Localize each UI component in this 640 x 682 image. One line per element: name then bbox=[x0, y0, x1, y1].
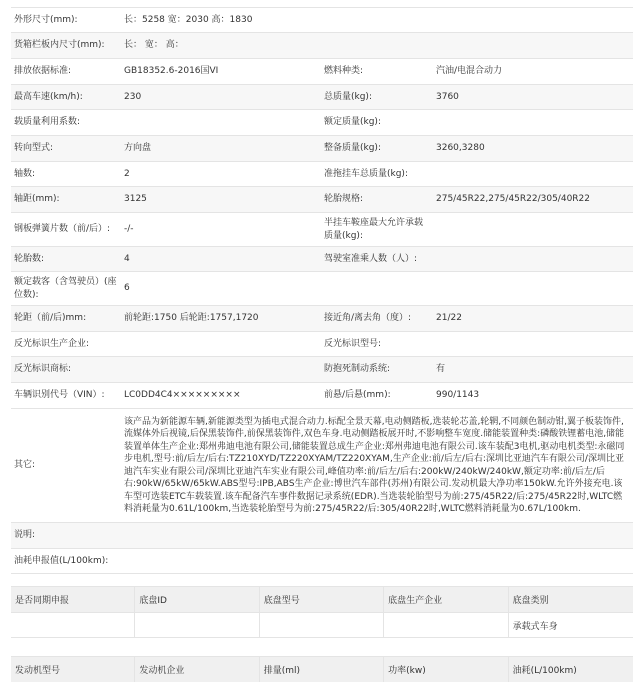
spec-label: 准拖挂车总质量(kg): bbox=[324, 168, 408, 179]
spec-label: 最高车速(km/h): bbox=[14, 91, 83, 102]
spec-row bbox=[11, 213, 633, 247]
engine-header-cell: 功率(kw) bbox=[384, 657, 508, 682]
spec-value: 有 bbox=[436, 364, 446, 374]
note-row bbox=[11, 523, 633, 549]
spec-row bbox=[11, 85, 633, 110]
spec-label: 反光标识商标: bbox=[14, 364, 72, 374]
spec-value bbox=[433, 332, 633, 356]
spec-label: 车辆识别代号（VIN）: bbox=[14, 390, 105, 400]
other-label: 其它: bbox=[14, 460, 36, 470]
spec-label: 接近角/离去角（度）: bbox=[324, 313, 412, 323]
spec-value: 前轮距:1750 后轮距:1757,1720 bbox=[124, 313, 259, 323]
chassis-header-cell: 底盘类别 bbox=[512, 596, 549, 606]
spec-row bbox=[11, 306, 633, 332]
spec-label: 外形尺寸(mm): bbox=[14, 14, 78, 25]
fuel-report-row bbox=[11, 549, 633, 574]
spec-label: 反光标识生产企业: bbox=[14, 338, 90, 349]
chassis-header-cell: 底盘生产企业 bbox=[384, 587, 508, 612]
spec-row bbox=[11, 357, 633, 383]
spec-row bbox=[11, 272, 633, 306]
other-text: 该产品为新能源车辆,新能源类型为插电式混合动力.标配全景天幕,电动侧踏板,选装轮芯盖,轮辋,不同颜色制动钳,翼子板装饰件,流媒体外后视镜,后保黑装饰件,前保黑装饰件,双色车身.电动侧踏板展开时,不影响整车宽度.储能装置种类:磷酸铁锂蓄电池,储能装置单体生产企业:郑州弗迪电池有限公司,储能装置总成生产企业:郑州弗迪电池有限公司.该车装配3电机,驱动电机类型:永磁同步电机,型号:前/后左/后右:TZ210XYD/TZ220XYAM/TZ220XYAM,生产企业:前/后左/后右:深圳比亚迪汽车有限公司/深圳比亚迪汽车实业有限公司/深圳比亚迪汽车实业有限公司,峰值功率:前/后左/后右:200kW/240kW/240kW,额定功率:前/后左/后右:90kW/65kW/65kW.ABS型号:IPB,ABS生产企业:博世汽车部件(苏州)有限公司.发动机最大净功率150kW.允许外接充电.该车型可选装ETC车载装置.该车配备汽车事件数据记录系统(EDR).当选装轮胎型号为前:275/45R22/后:275/45R22时,WLTC燃料消耗量为0.61L/100km,当选装轮胎型号为前:275/45R22/后:305/40R22时,WLTC燃料消耗量为0.67L/100km. bbox=[124, 416, 625, 514]
spec-value bbox=[433, 110, 633, 135]
spec-row bbox=[11, 7, 633, 33]
vehicle-spec-table bbox=[11, 7, 633, 574]
spec-label: 排放依据标准: bbox=[14, 66, 72, 76]
spec-label: 驾驶室准乘人数（人）: bbox=[324, 253, 418, 264]
chassis-table bbox=[11, 586, 633, 638]
spec-label: 轮胎规格: bbox=[324, 194, 364, 204]
spec-row bbox=[11, 59, 633, 85]
spec-row bbox=[11, 187, 633, 213]
spec-label: 反光标识型号: bbox=[324, 338, 382, 349]
engine-header-cell: 发动机型号 bbox=[11, 657, 135, 682]
spec-value bbox=[121, 357, 321, 382]
spec-value: 方向盘 bbox=[124, 143, 152, 153]
spec-value: 3260,3280 bbox=[436, 143, 485, 153]
spec-row bbox=[11, 110, 633, 136]
spec-value bbox=[433, 162, 633, 186]
spec-label: 轴数: bbox=[14, 168, 36, 179]
spec-value bbox=[433, 213, 633, 246]
chassis-cell bbox=[11, 613, 135, 637]
spec-value: 3760 bbox=[436, 91, 459, 102]
spec-label: 钢板弹簧片数（前/后）: bbox=[14, 224, 111, 234]
spec-label: 防抱死制动系统: bbox=[324, 364, 391, 374]
chassis-header-row bbox=[11, 586, 633, 613]
spec-row bbox=[11, 162, 633, 187]
engine-header-cell: 排量(ml) bbox=[260, 657, 384, 682]
spec-value: 6 bbox=[124, 283, 130, 293]
spec-label: 轮距（前/后)mm: bbox=[14, 313, 87, 323]
note-text bbox=[121, 523, 633, 548]
spec-label: 额定质量(kg): bbox=[324, 117, 381, 127]
chassis-cell bbox=[135, 613, 259, 637]
engine-table bbox=[11, 656, 633, 682]
spec-value: -/- bbox=[124, 224, 134, 234]
chassis-data-row bbox=[11, 613, 633, 638]
spec-value: 21/22 bbox=[436, 313, 462, 323]
spec-row bbox=[11, 33, 633, 59]
spec-value: 2 bbox=[124, 168, 130, 179]
fuel-report-value bbox=[121, 549, 633, 573]
spec-value: GB18352.6-2016国VI bbox=[124, 66, 219, 76]
engine-header-cell: 发动机企业 bbox=[135, 657, 259, 682]
chassis-header-cell: 底盘ID bbox=[135, 587, 259, 612]
spec-value: 汽油/电混合动力 bbox=[436, 66, 503, 76]
spec-row bbox=[11, 332, 633, 357]
spec-label: 额定载客（含驾驶员）(座位数): bbox=[14, 276, 117, 300]
chassis-cell bbox=[260, 613, 384, 637]
spec-value: 3125 bbox=[124, 194, 147, 204]
spec-value bbox=[121, 332, 321, 356]
other-row bbox=[11, 409, 633, 523]
spec-row bbox=[11, 383, 633, 409]
spec-row bbox=[11, 247, 633, 272]
spec-value: 230 bbox=[124, 91, 142, 102]
spec-value bbox=[433, 247, 633, 271]
note-label: 说明: bbox=[14, 530, 36, 540]
spec-label: 轴距(mm): bbox=[14, 194, 60, 204]
spec-label: 整备质量(kg): bbox=[324, 143, 381, 153]
spec-value: 4 bbox=[124, 253, 130, 264]
fuel-report-label: 油耗申报值(L/100km): bbox=[14, 555, 109, 566]
spec-label: 载质量利用系数: bbox=[14, 117, 81, 127]
spec-label: 半挂车鞍座最大允许承载质量(kg): bbox=[324, 217, 424, 241]
spec-value: 275/45R22,275/45R22/305/40R22 bbox=[436, 194, 590, 204]
spec-label: 总质量(kg): bbox=[324, 91, 372, 102]
spec-value: 长： 宽： 高： bbox=[124, 40, 184, 50]
chassis-cell: 承载式车身 bbox=[512, 621, 558, 632]
engine-header-cell: 油耗(L/100km) bbox=[512, 666, 577, 676]
spec-value: 长：5258 宽：2030 高：1830 bbox=[124, 14, 253, 25]
chassis-header-cell: 是否同期申报 bbox=[11, 587, 135, 612]
spec-label: 转向型式: bbox=[14, 143, 54, 153]
spec-row bbox=[11, 136, 633, 162]
chassis-header-cell: 底盘型号 bbox=[260, 587, 384, 612]
spec-value: 990/1143 bbox=[436, 390, 480, 400]
spec-value bbox=[121, 110, 321, 135]
spec-label: 轮胎数: bbox=[14, 253, 45, 264]
engine-header-row bbox=[11, 656, 633, 682]
spec-label: 前悬/后悬(mm): bbox=[324, 390, 391, 400]
chassis-cell bbox=[384, 613, 508, 637]
spec-value: LC0DD4C4××××××××× bbox=[124, 390, 241, 400]
spec-label: 货箱栏板内尺寸(mm): bbox=[14, 40, 105, 50]
spec-label: 燃料种类: bbox=[324, 66, 364, 76]
